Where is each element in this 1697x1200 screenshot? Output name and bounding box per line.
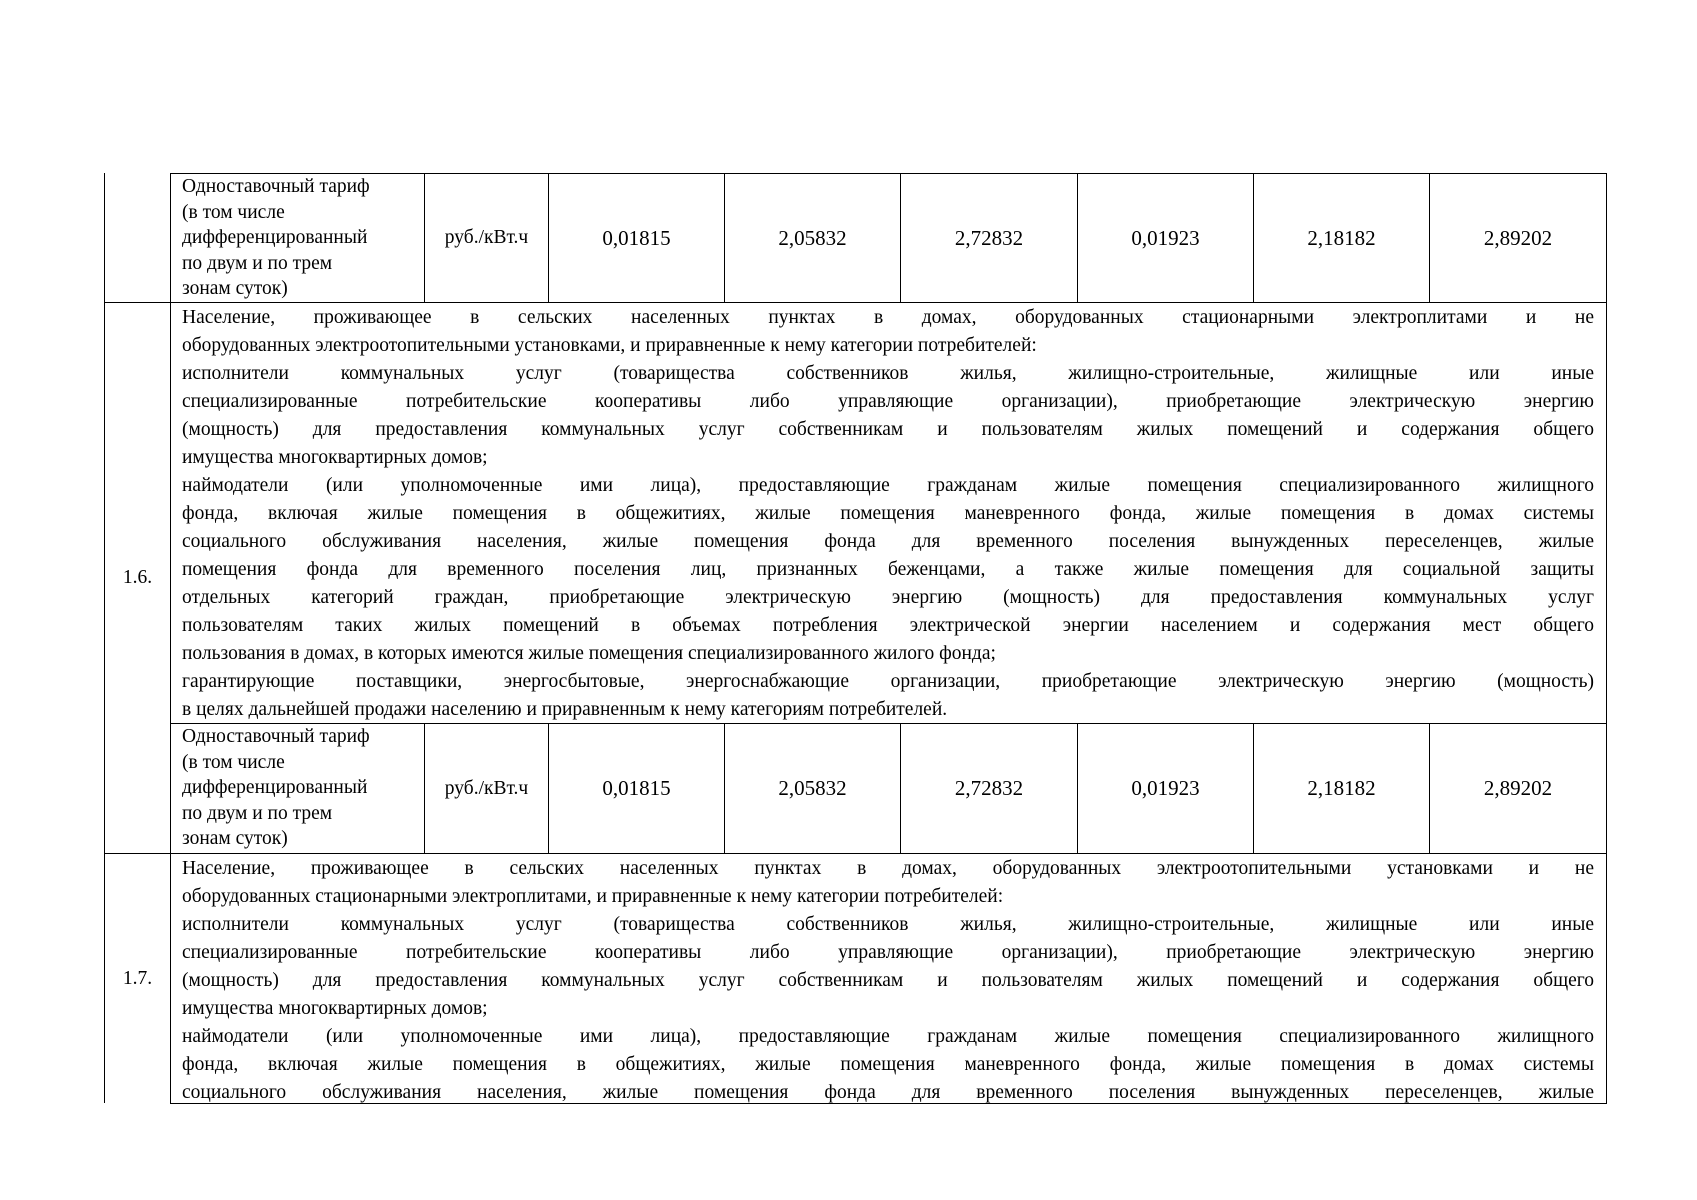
tariff-label-line: (в том числе [182, 751, 285, 773]
value-cell: 0,01815 [602, 225, 671, 250]
tariff-label-line: по двум и по трем [182, 252, 333, 274]
tariff-label-line: по двум и по трем [182, 802, 333, 824]
text-line: оборудованных стационарными электроплитами, и приравненные к нему категории потребителей: [182, 886, 1004, 907]
text-line: имущества многоквартирных домов; [182, 447, 488, 468]
value-cell: 2,05832 [778, 225, 847, 250]
section-number: 1.7. [122, 967, 153, 989]
unit-cell: руб./кВт.ч [444, 227, 529, 248]
text-line: оборудованных электроотопительными установками, и приравненные к нему категории потребителей: [182, 335, 1037, 356]
text-line: гарантирующие поставщики, энергосбытовые, энергоснабжающие организации, приобретающие электрическую энергию (мощность) [182, 671, 1594, 692]
tariff-label-line: Одноставочный тариф [182, 726, 370, 747]
table-right-border [1606, 173, 1607, 1103]
text-line: социального обслуживания населения, жилые помещения фонда для временного поселения вынужденных переселенцев, жилые [182, 531, 1594, 552]
value-cell: 0,01815 [602, 776, 671, 800]
text-line: исполнители коммунальных услуг (товарищества собственников жилья, жилищно-строительные, жилищные или иные [182, 363, 1594, 384]
value-cell: 2,72832 [954, 225, 1024, 250]
unit-cell: руб./кВт.ч [444, 777, 529, 799]
text-line: пользования в домах, в которых имеются жилые помещения специализированного жилого фонда; [182, 643, 996, 664]
tariff-label [182, 174, 422, 302]
value-cell: 2,89202 [1483, 776, 1553, 800]
text-line: помещения фонда для временного поселения лиц, признанных беженцами, а также жилые помещения для социальной защиты [182, 559, 1594, 580]
text-line: наймодатели (или уполномоченные ими лица), предоставляющие гражданам жилые помещения специализированного жилищного [182, 475, 1594, 496]
tariff-label [182, 724, 422, 853]
text-line: Население, проживающее в сельских населенных пунктах в домах, оборудованных электроотопительными установками и не [182, 858, 1594, 879]
text-line: (мощность) для предоставления коммунальных услуг собственникам и пользователям жилых помещений и содержания общего [182, 419, 1594, 440]
text-line: фонда, включая жилые помещения в общежитиях, жилые помещения маневренного фонда, жилые помещения в домах системы [182, 503, 1594, 524]
tariff-label-line: дифференцированный [182, 777, 368, 799]
section-text [182, 855, 1594, 1107]
tariff-label-line: зонам суток) [182, 828, 288, 850]
tariff-label-line: дифференцированный [182, 227, 368, 249]
row-line [104, 853, 1607, 854]
value-cell: 2,89202 [1483, 225, 1553, 250]
tariff-label-line: Одноставочный тариф [182, 176, 370, 197]
text-line: Население, проживающее в сельских населенных пунктах в домах, оборудованных стационарными электроплитами и не [182, 307, 1594, 328]
section-number: 1.6. [122, 567, 153, 588]
value-cell: 2,18182 [1307, 225, 1376, 250]
text-line: (мощность) для предоставления коммунальных услуг собственникам и пользователям жилых помещений и содержания общего [182, 970, 1594, 991]
text-line: специализированные потребительские кооперативы либо управляющие организации), приобретающие электрическую энергию [182, 391, 1594, 412]
text-line: исполнители коммунальных услуг (товарищества собственников жилья, жилищно-строительные, жилищные или иные [182, 914, 1594, 935]
value-cell: 0,01923 [1131, 776, 1200, 800]
text-line: отдельных категорий граждан, приобретающие электрическую энергию (мощность) для предоставления коммунальных услуг [182, 587, 1594, 608]
text-line: пользователям таких жилых помещений в объемах потребления электрической энергии населением и содержания мест общего [182, 615, 1594, 636]
text-line: наймодатели (или уполномоченные ими лица), предоставляющие гражданам жилые помещения специализированного жилищного [182, 1026, 1594, 1047]
tariff-label-line: (в том числе [182, 201, 285, 223]
text-line: фонда, включая жилые помещения в общежитиях, жилые помещения маневренного фонда, жилые помещения в домах системы [182, 1054, 1594, 1075]
text-line: социального обслуживания населения, жилые помещения фонда для временного поселения вынужденных переселенцев, жилые [182, 1082, 1594, 1103]
text-line: специализированные потребительские кооперативы либо управляющие организации), приобретающие электрическую энергию [182, 942, 1594, 963]
value-cell: 2,05832 [778, 776, 847, 800]
number-column-divider [170, 173, 171, 1103]
text-line: имущества многоквартирных домов; [182, 998, 488, 1019]
value-cell: 0,01923 [1131, 225, 1200, 250]
text-line: в целях дальнейшей продажи населению и приравненным к нему категориям потребителей. [182, 699, 948, 720]
tariff-label-line: зонам суток) [182, 278, 288, 300]
section-text [182, 304, 1594, 724]
value-cell: 2,72832 [954, 776, 1024, 800]
row-line [104, 302, 1607, 303]
value-cell: 2,18182 [1307, 776, 1376, 800]
